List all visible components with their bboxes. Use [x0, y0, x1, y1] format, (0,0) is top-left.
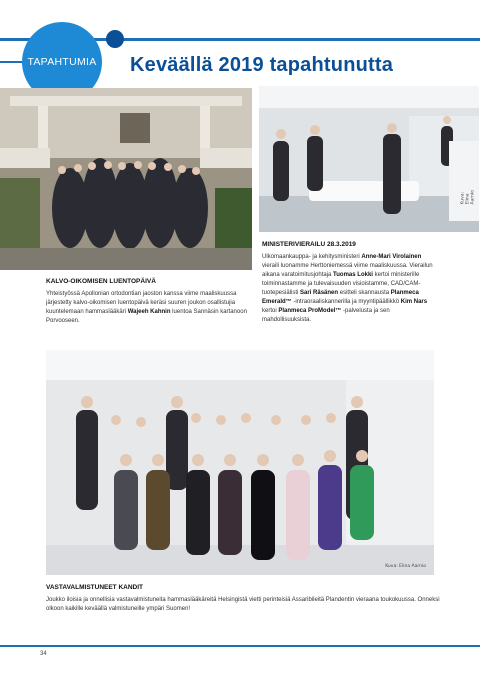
article-text: kertoi ministerille toiminnastamme ja tulevaisuuden visioistamme, CAD/CAM-tuotepesiälisti	[262, 272, 421, 296]
article-text: kertoi	[262, 308, 279, 314]
showroom-photo-illustration	[259, 86, 479, 232]
page-number: 34	[40, 651, 47, 657]
article-title: VASTAVALMISTUNEET KANDIT	[46, 584, 144, 591]
graduates-group-photo	[46, 350, 434, 575]
group-photo-manor	[0, 88, 252, 270]
graduates-photo-illustration	[46, 350, 434, 575]
photo-credit: Kuva: Elina Aarnio	[460, 190, 476, 205]
person-name: Tuomas Lokki	[333, 272, 373, 278]
article-body	[262, 253, 438, 325]
minister-visit-photo	[259, 86, 479, 232]
article-text: Yhteistyössä Apollonian ortodontian jaoston kanssa viime maaliskuussa järjestetty kalvo-oikomisen luentopäivä keräsi suuren joukon osallistujia kuuntelemaan hammaslääkäri	[46, 291, 237, 315]
article-text: Ulkomaankauppa- ja kehitysministeri	[262, 254, 362, 260]
article-text: -palvelusta ja sen mahdollisuuksista.	[262, 308, 390, 323]
photo-credit: Kuva: Elina Aarnio	[385, 564, 426, 569]
article-text: luentoa Sannäsin kartanoon Porvooseen.	[46, 309, 247, 324]
footer-rule	[0, 645, 480, 647]
person-name: Anne-Mari Virolainen	[361, 254, 422, 260]
product-name: Planmeca ProModel™	[278, 308, 342, 314]
product-name: Planmeca Emerald™	[262, 290, 419, 305]
article-title: KALVO-OIKOMISEN LUENTOPÄIVÄ	[46, 278, 156, 285]
article-text: esitteli skannausta	[338, 290, 391, 296]
page-title: Keväällä 2019 tapahtunutta	[130, 54, 394, 76]
person-name: Kim Nars	[400, 299, 428, 305]
article-title: MINISTERIVIERAILU 28.3.2019	[262, 241, 356, 248]
category-label: TAPAHTUMIA	[27, 56, 97, 68]
article-body: Joukko iloisia ja onnellisia vastavalmistuneita hammaslääkäreitä Helsingistä vietti perinteisiä Assaribileitä Plandentin vieraana toukokuussa. Onneksi olkoon kaikille keväällä valmistuneille ympäri Suomen!	[46, 597, 440, 612]
article-text: vieraili luonamme Herttoniemessä viime maaliskuussa. Vierailun aikana varatoimitusjohtaja	[262, 263, 433, 278]
manor-photo-illustration	[0, 88, 252, 270]
person-name: Sari Räsänen	[300, 290, 339, 296]
article-text: -intraoraaliskannerilla ja myyntipäällikkö	[291, 299, 401, 305]
decorative-dot	[106, 30, 124, 48]
person-name: Wajeeh Kahnin	[127, 309, 171, 315]
article-body	[46, 290, 252, 326]
